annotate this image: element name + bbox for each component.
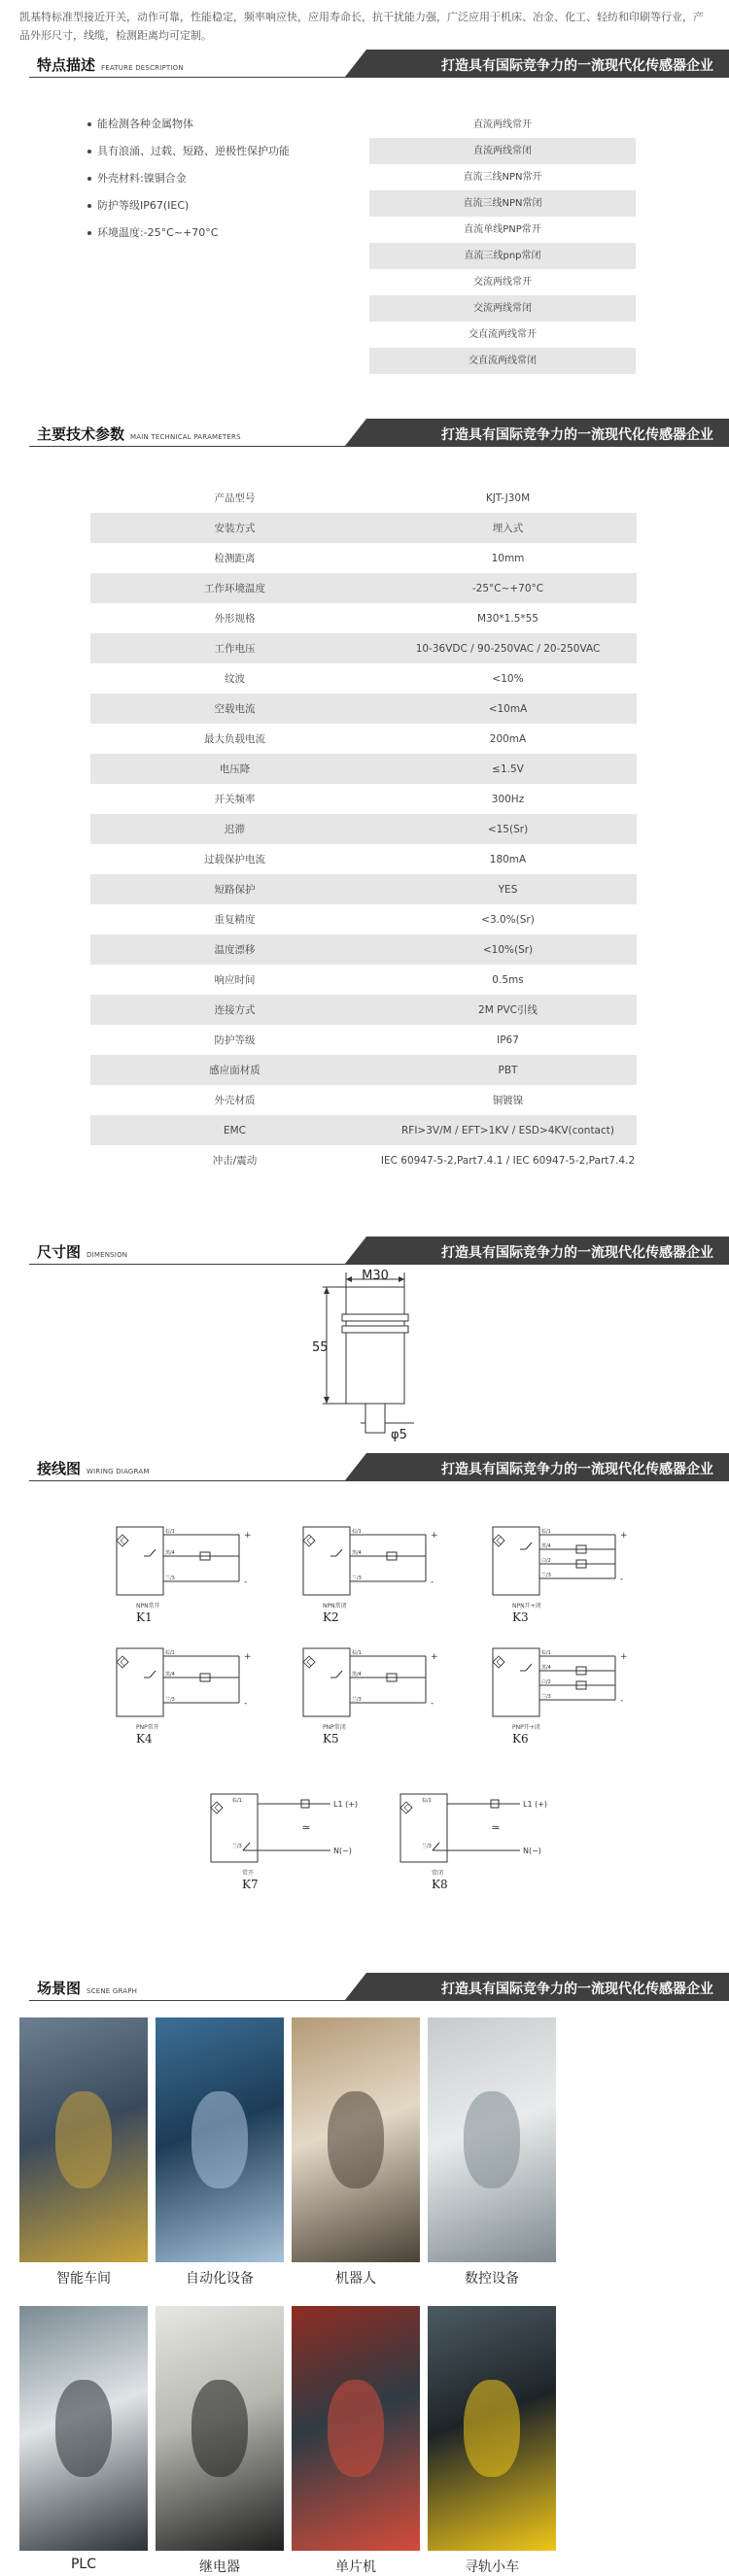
param-row [90, 663, 637, 694]
param-name: 迟滞 [90, 814, 379, 844]
wiring-label: K3 [512, 1610, 529, 1624]
param-value: <10%(Sr) [379, 934, 637, 965]
wire-label: 棕/1 [165, 1529, 175, 1535]
scene-photo [292, 2306, 420, 2551]
param-name: 外壳材质 [214, 1095, 256, 1106]
slogan: 打造具有国际竞争力的一流现代化传感器企业 [441, 427, 713, 443]
param-value: <3.0%(Sr) [481, 913, 535, 926]
circuit-drawing [209, 1792, 359, 1870]
wire-label: 兰/3 [422, 1844, 432, 1849]
param-row [90, 1115, 637, 1145]
param-name: 电压降 [90, 754, 379, 784]
wiring-label: K8 [432, 1878, 448, 1891]
model-item: 直流三线NPN常闭 [369, 190, 636, 217]
param-row [90, 965, 637, 995]
feature-item: 具有浪涌、过载、短路、逆极性保护功能 [87, 144, 290, 171]
feature-item: 能检测各种金属物体 [87, 117, 290, 144]
terminal-label: - [431, 1577, 434, 1587]
param-row [90, 844, 637, 874]
terminal-label: + [244, 1652, 252, 1662]
param-row [90, 814, 637, 844]
section-header-scene [0, 1972, 729, 2001]
scene-label: 寻轨小车 [465, 2559, 519, 2575]
wire-label: 兰/3 [165, 1576, 175, 1581]
scene-photo-detail [464, 2380, 520, 2478]
dim-thread-label: M30 [362, 1269, 389, 1283]
section-subtitle: SCENE GRAPH [87, 1987, 138, 1995]
circuit-drawing [301, 1646, 447, 1724]
wire-label: 黑/4 [541, 1543, 551, 1549]
scene-label: 单片机 [335, 2559, 376, 2575]
wiring-label: K1 [136, 1610, 153, 1624]
wiring-label: K7 [242, 1878, 259, 1891]
wire-label: 黑/4 [541, 1665, 551, 1671]
circuit-drawing [491, 1646, 637, 1724]
wire-label: 兰/3 [541, 1694, 551, 1700]
model-item: 交流两线常闭 [369, 295, 636, 322]
model-item: 交流两线常开 [473, 277, 532, 288]
section-subtitle: WIRING DIAGRAM [87, 1468, 150, 1475]
wire-label: 兰/3 [165, 1697, 175, 1703]
params-table [90, 483, 637, 1175]
wiring-caption: 常闭 [432, 1870, 444, 1877]
scene-photo-detail [328, 2380, 384, 2478]
wiring-label: K6 [512, 1732, 529, 1746]
scene-photo-detail [464, 2091, 520, 2189]
param-value: RFI>3V/M / EFT>1KV / ESD>4KV(contact) [379, 1115, 637, 1145]
param-value: 2M PVC引线 [379, 995, 637, 1025]
scene-photo [428, 2306, 556, 2551]
param-value: IEC 60947-5-2,Part7.4.1 / IEC 60947-5-2,Part7.4.2 [380, 1154, 636, 1167]
wiring-caption: NPN常开 [136, 1603, 160, 1610]
model-item: 直流三线pnp常闭 [369, 243, 636, 269]
scene-photo-detail [191, 2091, 248, 2189]
slogan: 打造具有国际竞争力的一流现代化传感器企业 [441, 1462, 713, 1477]
wire-label: 兰/3 [352, 1576, 362, 1581]
wiring-caption: PNP开+闭 [512, 1724, 540, 1731]
model-item: 交直流两线常闭 [369, 348, 636, 374]
param-value: M30*1.5*55 [477, 612, 538, 625]
wire-label: 棕/1 [352, 1650, 362, 1656]
wiring-diagram-k7 [209, 1792, 359, 1891]
scene-photo-detail [328, 2091, 384, 2189]
intro-text: 凯基特标准型接近开关，动作可靠，性能稳定，频率响应快，应用寿命长，抗干扰能力强，广泛应用于机床、冶金、化工、轻纺和印刷等行业，产品外形尺寸，线缆，检测距离均可定制。 [19, 11, 704, 42]
terminal-label: + [244, 1531, 252, 1541]
dim-length-label: 55 [312, 1340, 329, 1355]
param-name: 纹波 [225, 673, 245, 685]
model-list [369, 112, 636, 374]
slogan: 打造具有国际竞争力的一流现代化传感器企业 [441, 58, 713, 74]
wiring-diagram-k4 [115, 1646, 260, 1746]
ac-symbol: ≃ [301, 1821, 311, 1834]
section-header-features [0, 49, 729, 78]
param-name: 安装方式 [90, 513, 379, 543]
param-value: KJT-J30M [485, 491, 531, 504]
param-value: 铜镀镍 [492, 1095, 524, 1106]
section-subtitle: FEATURE DESCRIPTION [101, 64, 184, 72]
scene-photo [428, 2017, 556, 2262]
scene-photo [156, 2017, 284, 2262]
circuit-drawing [491, 1525, 637, 1603]
param-name: 短路保护 [90, 874, 379, 904]
wiring-caption: PNP常开 [136, 1724, 159, 1731]
param-row [90, 1055, 637, 1085]
wire-label: 黑/4 [165, 1550, 175, 1556]
wiring-diagram-k1 [115, 1525, 260, 1624]
section-header-dimension [0, 1236, 729, 1265]
slogan: 打造具有国际竞争力的一流现代化传感器企业 [441, 1982, 713, 1997]
model-item: 直流两线常闭 [369, 138, 636, 164]
bullet-icon [87, 122, 91, 126]
param-value: 0.5ms [492, 973, 524, 986]
param-name: 检测距离 [214, 553, 256, 564]
circuit-drawing [115, 1525, 260, 1603]
terminal-label: - [244, 1699, 248, 1709]
param-row [90, 573, 637, 603]
terminal-label: + [620, 1531, 628, 1541]
param-name: 冲击/震动 [212, 1155, 258, 1167]
feature-item: 环境温度:-25°C~+70°C [87, 225, 290, 253]
param-name: 连接方式 [90, 995, 379, 1025]
param-value: YES [379, 874, 637, 904]
scene-photo [19, 2306, 148, 2551]
model-item: 交直流两线常开 [469, 329, 537, 340]
param-row [90, 934, 637, 965]
wire-label: 兰/3 [352, 1697, 362, 1703]
wiring-caption: NPN开+闭 [512, 1603, 541, 1610]
section-subtitle: DIMENSION [87, 1251, 128, 1259]
wiring-diagram-k8 [399, 1792, 548, 1891]
param-name: 感应面材质 [90, 1055, 379, 1085]
wire-label: 兰/3 [232, 1844, 242, 1849]
scene-label: 机器人 [335, 2271, 376, 2287]
section-subtitle: MAIN TECHNICAL PARAMETERS [130, 433, 241, 441]
param-row [90, 603, 637, 633]
scene-photo-detail [55, 2380, 112, 2478]
scene-photo-detail [55, 2091, 112, 2189]
bullet-icon [87, 150, 91, 153]
wiring-diagram-k2 [301, 1525, 447, 1624]
terminal-label: L1 (+) [333, 1800, 359, 1809]
wire-label: 棕/1 [352, 1529, 362, 1535]
terminal-label: + [620, 1652, 628, 1662]
circuit-drawing [115, 1646, 260, 1724]
bullet-icon [87, 231, 91, 235]
scene-label: 继电器 [199, 2559, 240, 2575]
section-title: 尺寸图 [37, 1243, 82, 1261]
wire-label: 白/2 [541, 1558, 551, 1564]
wire-label: 棕/1 [541, 1650, 551, 1656]
terminal-label: - [620, 1696, 624, 1706]
dimension-drawing [307, 1268, 453, 1442]
dim-cable-label: φ5 [391, 1428, 407, 1442]
bullet-icon [87, 177, 91, 181]
scene-label: 自动化设备 [186, 2271, 254, 2287]
model-item: 直流两线常开 [473, 119, 532, 130]
param-value: IP67 [497, 1034, 519, 1046]
param-value: 埋入式 [379, 513, 637, 543]
wire-label: 兰/3 [541, 1573, 551, 1578]
param-row [90, 784, 637, 814]
param-row [90, 633, 637, 663]
scene-photo [19, 2017, 148, 2262]
wiring-diagram-k6 [491, 1646, 637, 1746]
wiring-caption: 常开 [242, 1870, 255, 1877]
circuit-drawing [399, 1792, 548, 1870]
param-value: 10mm [491, 552, 525, 564]
param-row [90, 1145, 637, 1175]
param-name: 开关频率 [214, 794, 256, 805]
feature-list [87, 117, 290, 253]
circuit-drawing [301, 1525, 447, 1603]
wiring-label: K4 [136, 1732, 153, 1746]
model-item: 直流单线PNP常开 [464, 224, 541, 235]
wire-label: 黑/4 [165, 1672, 175, 1678]
param-value: 300Hz [491, 793, 525, 805]
wire-label: 棕/1 [165, 1650, 175, 1656]
param-name: 产品型号 [214, 492, 256, 504]
wire-label: 白/2 [541, 1679, 551, 1685]
section-title: 主要技术参数 [37, 425, 125, 443]
feature-item: 防护等级IP67(IEC) [87, 198, 290, 225]
ac-symbol: ≃ [491, 1821, 501, 1834]
section-title: 接线图 [37, 1460, 82, 1477]
param-value: -25°C~+70°C [379, 573, 637, 603]
wiring-diagram-k3 [491, 1525, 637, 1624]
terminal-label: - [620, 1575, 624, 1584]
param-name: 工作环境温度 [90, 573, 379, 603]
param-row [90, 874, 637, 904]
param-value: <10mA [379, 694, 637, 724]
param-row [90, 1025, 637, 1055]
section-title: 特点描述 [37, 56, 96, 74]
param-row [90, 694, 637, 724]
section-header-wiring [0, 1452, 729, 1481]
model-item: 直流三线NPN常开 [463, 172, 542, 183]
wire-label: 棕/1 [422, 1798, 432, 1804]
section-title: 场景图 [37, 1980, 82, 1997]
param-row [90, 724, 637, 754]
terminal-label: - [431, 1699, 434, 1709]
param-value: 180mA [489, 853, 527, 865]
wiring-diagram-k5 [301, 1646, 447, 1746]
wire-label: 黑/4 [352, 1672, 362, 1678]
param-row [90, 513, 637, 543]
feature-item: 外壳材料:镍铜合金 [87, 171, 290, 198]
scene-photo [156, 2306, 284, 2551]
scene-label: 数控设备 [465, 2271, 519, 2287]
terminal-label: N(−) [333, 1847, 352, 1855]
slogan: 打造具有国际竞争力的一流现代化传感器企业 [441, 1245, 713, 1261]
section-header-params [0, 418, 729, 447]
bullet-icon [87, 204, 91, 208]
terminal-label: - [244, 1577, 248, 1587]
param-value: 200mA [489, 732, 527, 745]
param-value: <10% [492, 672, 524, 685]
scene-photo [292, 2017, 420, 2262]
param-value: <15(Sr) [379, 814, 637, 844]
param-name: 过载保护电流 [204, 854, 265, 865]
param-value: 10-36VDC / 90-250VAC / 20-250VAC [379, 633, 637, 663]
wiring-label: K2 [323, 1610, 339, 1624]
param-row [90, 754, 637, 784]
param-row [90, 1085, 637, 1115]
param-name: 重复精度 [214, 914, 256, 926]
param-name: 空载电流 [90, 694, 379, 724]
param-name: EMC [90, 1115, 379, 1145]
terminal-label: N(−) [523, 1847, 541, 1855]
wiring-caption: PNP常闭 [323, 1724, 346, 1731]
param-name: 最大负载电流 [204, 733, 265, 745]
wire-label: 棕/1 [232, 1798, 242, 1804]
param-row [90, 483, 637, 513]
param-name: 温度漂移 [90, 934, 379, 965]
wire-label: 黑/4 [352, 1550, 362, 1556]
terminal-label: + [431, 1531, 438, 1541]
terminal-label: L1 (+) [523, 1800, 548, 1809]
scene-photo-detail [191, 2380, 248, 2478]
param-value: ≤1.5V [379, 754, 637, 784]
param-row [90, 904, 637, 934]
wiring-caption: NPN常闭 [323, 1603, 347, 1610]
param-name: 外形规格 [214, 613, 256, 625]
param-name: 工作电压 [90, 633, 379, 663]
param-name: 响应时间 [214, 974, 256, 986]
param-row [90, 543, 637, 573]
param-value: PBT [379, 1055, 637, 1085]
scene-label: PLC [70, 2557, 97, 2572]
terminal-label: + [431, 1652, 438, 1662]
param-row [90, 995, 637, 1025]
wiring-label: K5 [323, 1732, 339, 1746]
param-name: 防护等级 [214, 1034, 256, 1046]
scene-label: 智能车间 [56, 2271, 111, 2287]
wire-label: 棕/1 [541, 1529, 551, 1535]
